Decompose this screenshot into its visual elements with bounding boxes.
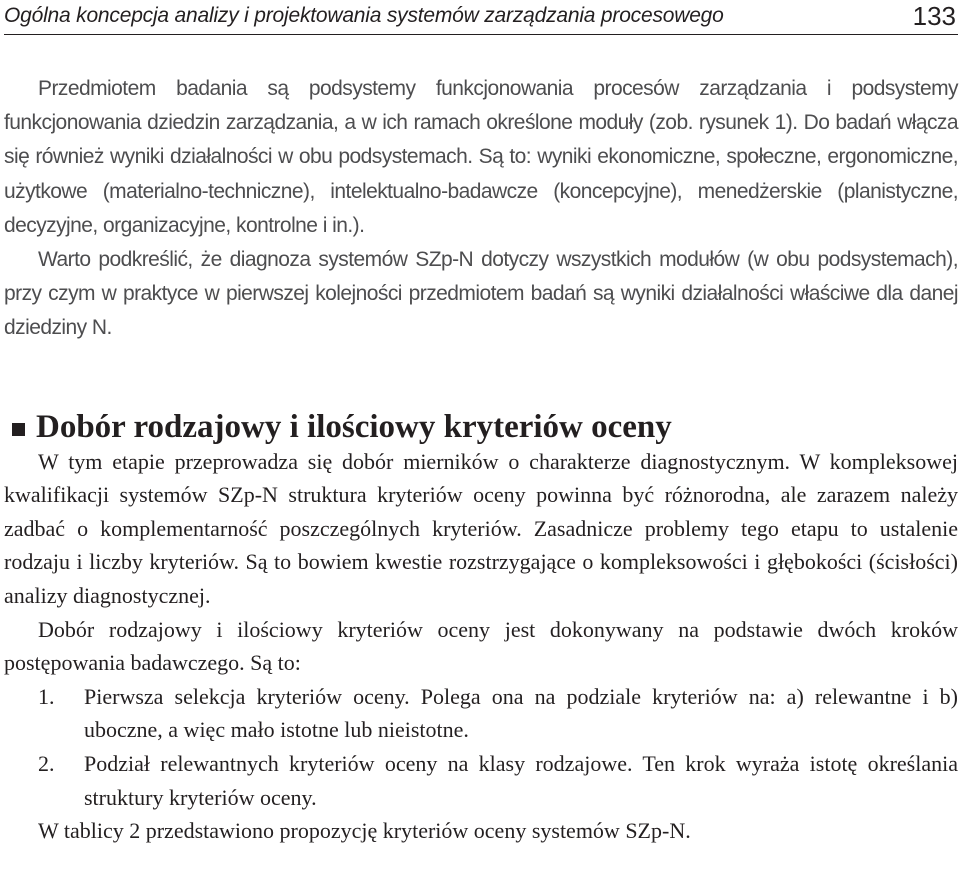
list-item-number: 2. bbox=[38, 750, 55, 776]
square-bullet-icon bbox=[12, 423, 25, 436]
closing-paragraph: W tablicy 2 przedstawiono propozycję kryteriów oceny systemów SZp-N. bbox=[38, 818, 691, 844]
list-item-text: Pierwsza selekcja kryteriów oceny. Polega ona na podziale kryteriów na: a) relewantne i b) uboczne, a więc mało istotne lub nieistotne. bbox=[84, 683, 958, 743]
body-paragraph: Dobór rodzajowy i ilościowy kryteriów oceny jest dokonywany na podstawie dwóch kroków postępowania badawczego. Są to: bbox=[4, 616, 958, 676]
running-header bbox=[4, 0, 958, 35]
page-number: 133 bbox=[912, 1, 956, 31]
section-heading bbox=[4, 411, 958, 445]
list-item bbox=[4, 680, 958, 747]
section-heading-text: Dobór rodzajowy i ilościowy kryteriów oceny bbox=[36, 409, 672, 445]
body-paragraph: W tym etapie przeprowadza się dobór mierników o charakterze diagnostycznym. W kompleksowej kwalifikacji systemów SZp-N struktura kryteriów oceny powinna być różnorodna, ale zarazem należy zadbać o komplementarność poszczególnych kryteriów. Zasadnicze problemy tego etapu to ustalenie rodzaju i liczby kryteriów. Są to bowiem kwestie rozstrzygające o kompleksowości i głębokości (ścisłości) analizy diagnostycznej. bbox=[4, 448, 958, 608]
list-item bbox=[4, 747, 958, 814]
section-block bbox=[4, 411, 958, 848]
steps-list bbox=[4, 680, 958, 814]
running-title: Ogólna koncepcja analizy i projektowania systemów zarządzania procesowego bbox=[4, 4, 724, 27]
intro-paragraph: Warto podkreślić, że diagnoza systemów SZp-N dotyczy wszystkich modułów (w obu podsystemach), przy czym w praktyce w pierwszej kolejności przedmiotem badań są wyniki działalności właściwe dla danej dziedziny N. bbox=[4, 248, 958, 340]
list-item-text: Podział relewantnych kryteriów oceny na klasy rodzajowe. Ten krok wyraża istotę określania struktury kryteriów oceny. bbox=[84, 750, 958, 810]
intro-block bbox=[4, 72, 958, 346]
list-item-number: 1. bbox=[38, 683, 55, 709]
intro-paragraph: Przedmiotem badania są podsystemy funkcjonowania procesów zarządzania i podsystemy funkcjonowania dziedzin zarządzania, a w ich ramach określone moduły (zob. rysunek 1). Do badań włącza się również wyniki działalności w obu podsystemach. Są to: wyniki ekonomiczne, społeczne, ergonomiczne, użytkowe (materialno-techniczne), intelektualno-badawcze (koncepcyjne), menedżerskie (planistyczne, decyzyjne, organizacyjne, kontrolne i in.). bbox=[4, 77, 958, 237]
